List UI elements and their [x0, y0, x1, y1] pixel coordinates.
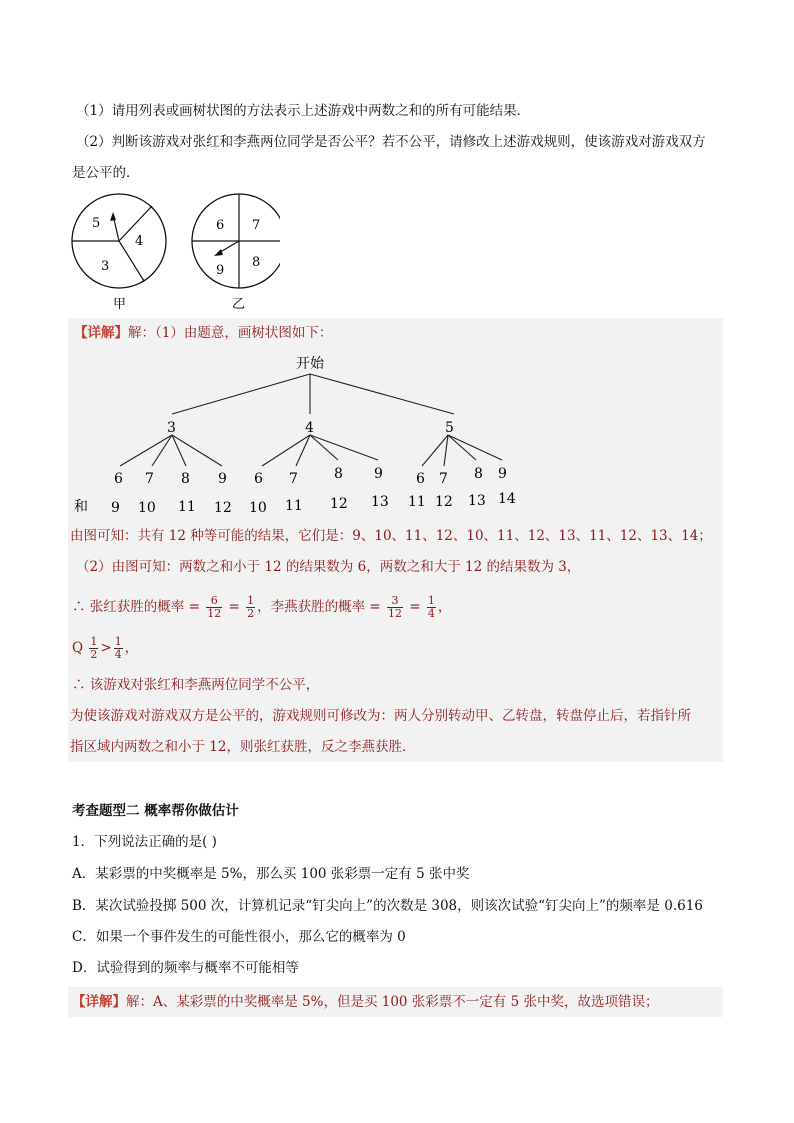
tree-root: 开始 — [296, 356, 324, 372]
question-part2-line2: 是公平的． — [72, 165, 140, 181]
tree-level2-node: 8 — [181, 471, 190, 487]
fraction-denominator: 12 — [388, 607, 403, 620]
fraction-denominator: 4 — [427, 607, 435, 620]
detail-text: 解：A、某彩票的中奖概率是 5%，但是买 100 张彩票不一定有 5 张中奖，故选项错误； — [126, 994, 659, 1010]
solution-intro-line — [74, 324, 332, 342]
fraction-prob2-simplified — [427, 595, 436, 620]
equals-sign: = — [409, 599, 421, 615]
spinner-yi-number: 7 — [252, 218, 261, 233]
section2-question1: 1．下列说法正确的是( ) — [72, 834, 217, 850]
solution-unfair: ∴ 该游戏对张红和李燕两位同学不公平， — [72, 677, 320, 693]
spinner-yi-number: 9 — [216, 263, 225, 278]
spinner-jia-number: 3 — [101, 259, 110, 274]
detail-tag: 【详解】 — [72, 994, 126, 1010]
solution-conclusion1: 由图可知：共有 12 种等可能的结果，它们是：9、10、11、12、10、11、12、13、11、12、13、14； — [70, 528, 712, 544]
tree-sum: 14 — [498, 491, 516, 507]
tree-sum: 10 — [249, 500, 267, 516]
solution-intro: 解：（1）由题意，画树状图如下： — [128, 325, 333, 341]
tree-level2-node: 8 — [334, 466, 343, 482]
tree-level2-node: 9 — [498, 466, 507, 482]
spinner-yi-number: 6 — [216, 218, 225, 233]
tree-sum: 11 — [408, 494, 426, 510]
tree-sum: 13 — [371, 494, 389, 510]
fraction-denominator: 12 — [207, 607, 222, 620]
question-part2-line1: （2）判断该游戏对张红和李燕两位同学是否公平？若不公平，请修改上述游戏规则，使该游戏对游戏双方 — [76, 134, 706, 150]
spinner-yi-number: 8 — [252, 255, 261, 270]
tree-level2-node: 6 — [114, 471, 123, 487]
tree-level1-node: 4 — [305, 420, 314, 436]
tree-level2-node: 9 — [218, 471, 227, 487]
spinner-jia — [72, 194, 166, 312]
fraction-compare2 — [114, 636, 123, 661]
tree-level2-node: 9 — [374, 466, 383, 482]
spinner-jia-label: 甲 — [113, 297, 127, 312]
tree-level2-node: 6 — [254, 471, 263, 487]
tree-level1-node: 3 — [167, 420, 176, 436]
fraction-numerator: 1 — [247, 594, 255, 607]
tree-sum: 11 — [285, 498, 303, 514]
fraction-prob1-simplified — [246, 595, 255, 620]
fraction-denominator: 4 — [114, 648, 122, 661]
greater-than-sign: > — [100, 640, 112, 656]
option-a: A．某彩票的中奖概率是 5%，那么买 100 张彩票一定有 5 张中奖 — [72, 866, 470, 882]
fraction-numerator: 1 — [90, 635, 98, 648]
tree-level2-node: 7 — [145, 471, 154, 487]
option-d: D．试验得到的频率与概率不可能相等 — [72, 960, 299, 976]
tree-level1-node: 5 — [445, 420, 454, 436]
tree-sum: 10 — [138, 500, 156, 516]
spinner-jia-number: 4 — [135, 234, 144, 249]
option-b: B．某次试验投掷 500 次，计算机记录“钉尖向上”的次数是 308，则该次试验“钉尖向上”的频率是 0.616 — [72, 898, 703, 914]
question-part1: （1）请用列表或画树状图的方法表示上述游戏中两数之和的所有可能结果． — [76, 103, 531, 119]
equals-sign: = — [228, 599, 240, 615]
prob-mid: ，李燕获胜的概率 = — [257, 599, 381, 615]
fraction-denominator: 2 — [90, 648, 98, 661]
fraction-numerator: 6 — [206, 595, 222, 608]
tree-level2-node: 6 — [416, 471, 425, 487]
tree-level2-node: 8 — [474, 466, 483, 482]
section2-title: 考查题型二 概率帮你做估计 — [72, 803, 239, 819]
comparison-line — [72, 633, 138, 663]
prob-prefix: ∴ 张红获胜的概率 = — [72, 599, 200, 615]
tree-sum: 13 — [468, 493, 486, 509]
spinner-yi-label: 乙 — [232, 297, 246, 312]
fraction-prob2 — [387, 595, 403, 620]
tree-sum: 12 — [330, 496, 348, 512]
tree-level2-node: 7 — [439, 471, 448, 487]
tree-sum: 9 — [111, 500, 120, 516]
solution-tag: 【详解】 — [74, 325, 128, 341]
fraction-numerator: 1 — [114, 635, 122, 648]
fraction-prob1 — [206, 595, 222, 620]
fraction-numerator: 3 — [387, 595, 403, 608]
fraction-numerator: 1 — [427, 594, 435, 607]
solution-fix-line1: 为使该游戏对游戏双方是公平的，游戏规则可修改为：两人分别转动甲、乙转盘，转盘停止后，若指针所 — [70, 708, 691, 724]
fraction-compare1 — [89, 636, 98, 661]
detail-line — [72, 993, 658, 1011]
tree-sum-label: 和 — [74, 499, 88, 515]
spinners-figure — [60, 190, 280, 315]
prob-end: ， — [437, 599, 452, 615]
compare-end: ， — [124, 640, 139, 656]
solution-part2: （2）由图可知：两数之和小于 12 的结果数为 6，两数之和大于 12 的结果数为 3， — [76, 559, 581, 575]
option-c: C．如果一个事件发生的可能性很小，那么它的概率为 0 — [72, 929, 406, 945]
tree-sum: 12 — [214, 500, 232, 516]
tree-sum: 11 — [178, 499, 196, 515]
spinner-jia-number: 5 — [92, 216, 101, 231]
spinner-yi — [192, 194, 280, 312]
probability-line — [72, 592, 451, 622]
fraction-denominator: 2 — [247, 607, 255, 620]
tree-level2-node: 7 — [289, 471, 298, 487]
tree-diagram — [68, 348, 568, 520]
compare-prefix: Q — [72, 640, 84, 656]
solution-fix-line2: 指区域内两数之和小于 12，则张红获胜，反之李燕获胜． — [70, 739, 416, 755]
tree-sum: 12 — [435, 494, 453, 510]
